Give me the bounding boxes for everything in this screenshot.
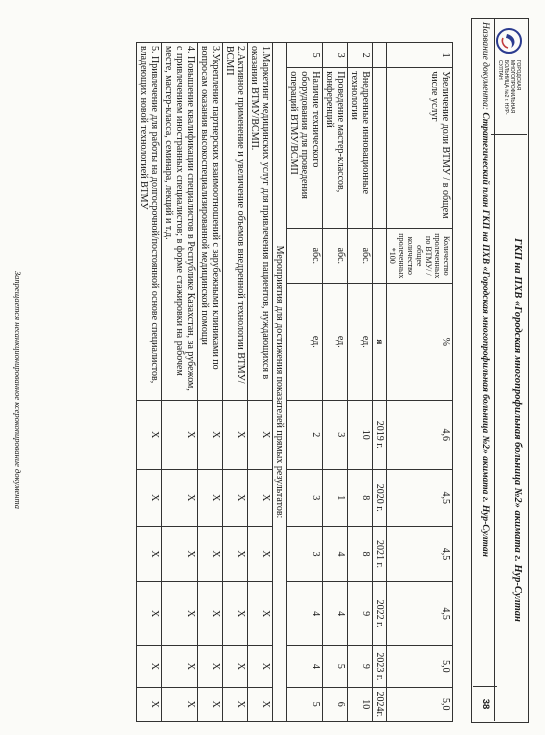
measure-row-5 (137, 43, 162, 722)
indicator-name: Внедренные инновационные технологии (348, 68, 373, 229)
indicators-table (136, 42, 453, 722)
measure-text: 3.Укрепление партнерских взаимоотношений с зарубежными клиниками по вопросам оказания высокоспециализированной медицинской помощи (198, 43, 223, 401)
mark-2019: X (223, 400, 248, 469)
mark-2022: X (198, 582, 223, 646)
unit-description: абс. (323, 228, 348, 283)
value-2023: 4 (287, 646, 323, 687)
year-2019: 2019 г. (373, 400, 387, 469)
measure-row-3 (198, 43, 223, 722)
year-2021: 2021 г. (373, 526, 387, 581)
row-number: 2 (348, 43, 373, 68)
organization-title: ГКП на ПХВ «Городская многопрофильная больница №2» акимата г. Нур-Султан (512, 238, 523, 622)
mark-2021: X (137, 526, 162, 581)
mark-2022: X (223, 582, 248, 646)
value-2019: 4,6 (387, 400, 453, 469)
logo-caption: ГОРОДСКАЯ МНОГОПРОФИЛЬНАЯ БОЛЬНИЦА №2 г. НУР-СУЛТАН (497, 60, 521, 115)
value-2021: 4,5 (387, 526, 453, 581)
table-row-3 (323, 43, 348, 722)
mark-2020: X (198, 469, 223, 526)
mark-2024: X (162, 687, 198, 721)
mark-2024: X (137, 687, 162, 721)
unit-description: абс. (287, 228, 323, 283)
mark-2024: X (248, 687, 273, 721)
year-2020: 2020 г. (373, 469, 387, 526)
mark-2019: X (198, 400, 223, 469)
mark-2020: X (137, 469, 162, 526)
mark-2023: X (223, 646, 248, 687)
value-2019: 3 (323, 400, 348, 469)
hospital-emblem-icon (495, 26, 523, 56)
value-2020: 1 (323, 469, 348, 526)
value-2019: 10 (348, 400, 373, 469)
measure-row-4 (162, 43, 198, 722)
mark-2024: X (198, 687, 223, 721)
mark-2022: X (248, 582, 273, 646)
mark-2021: X (198, 526, 223, 581)
mark-2019: X (162, 400, 198, 469)
year-2022: 2022 г. (373, 582, 387, 646)
mark-2020: X (162, 469, 198, 526)
measure-row-2 (223, 43, 248, 722)
indicator-name: Проведение мастер-классов, конференций (323, 68, 348, 229)
value-2020: 3 (287, 469, 323, 526)
value-2023: 5,0 (387, 646, 453, 687)
value-2019: 2 (287, 400, 323, 469)
document-name-label: Название документа: (480, 22, 490, 111)
mark-2019: X (137, 400, 162, 469)
mark-2023: X (162, 646, 198, 687)
mark-2020: X (248, 469, 273, 526)
table-row-5 (287, 43, 323, 722)
unit: ед. (287, 283, 323, 400)
document-name-line (480, 22, 490, 682)
value-2022: 4,5 (387, 582, 453, 646)
year-2024: 2024г. (373, 687, 387, 721)
value-2023: 5 (323, 646, 348, 687)
indicator-name: Увеличение доли ВТМУ / в общем числе услуг (387, 68, 453, 229)
value-2024: 10 (348, 687, 373, 721)
unit-description: Количество пролеченных по ВТМУ/ /общее количество пролеченных *100 (387, 228, 453, 283)
measure-text: 4. Повышение квалификации специалистов в Республике Казахстан, за рубежом, с привлечением иностранных специалистов; в форме стажировки на рабочем месте, мастер-класса, семинара, лекций и т.д. (162, 43, 198, 401)
footer-notice: Запрещается несанкционированное ксерокопирование документа (13, 270, 23, 510)
mark-2021: X (248, 526, 273, 581)
measure-text: 1.Маркетинг медицинских услуг для привлечения пациентов, нуждающихся в оказании ВТМУ/ВСМП. (248, 43, 273, 401)
mark-2020: X (223, 469, 248, 526)
value-2021: 4 (323, 526, 348, 581)
value-2021: 3 (287, 526, 323, 581)
indicator-name: Наличие технического оборудования для проведения операций ВТМУ/ВСМП (287, 68, 323, 229)
measure-text: 5. Привлечение для работы на долгосрочной/постоянной основе специалистов, владеющих новой технологией ВТМУ (137, 43, 162, 401)
value-2022: 4 (323, 582, 348, 646)
measures-title: Мероприятия для достижения показателей прямых результатов: (273, 43, 287, 722)
table-row-1 (387, 43, 453, 722)
row-number: 5 (287, 43, 323, 68)
value-2024: 6 (323, 687, 348, 721)
value-2024: 5 (287, 687, 323, 721)
value-2020: 8 (348, 469, 373, 526)
mark-2021: X (223, 526, 248, 581)
row-number: 1 (387, 43, 453, 68)
mark-2022: X (137, 582, 162, 646)
mark-2023: X (198, 646, 223, 687)
measures-title-row (273, 43, 287, 722)
row-number: 3 (323, 43, 348, 68)
page-number: 38 (473, 686, 497, 721)
mark-2022: X (162, 582, 198, 646)
year-2023: 2023 г. (373, 646, 387, 687)
unit: ед. (348, 283, 373, 400)
mark-2024: X (223, 687, 248, 721)
measure-row-1 (248, 43, 273, 722)
table-header-years: я 2019 г. 2020 г. 2021 г. 2022 г. 2023 г. 2024г. (373, 43, 387, 722)
mark-2019: X (248, 400, 273, 469)
measure-text: 2.Активное применение и увеличение объемов внедренной технологии ВТМУ/ВСМП (223, 43, 248, 401)
value-2022: 4 (287, 582, 323, 646)
mark-2021: X (162, 526, 198, 581)
value-2021: 8 (348, 526, 373, 581)
value-2020: 4,5 (387, 469, 453, 526)
unit: ед. (323, 283, 348, 400)
value-2023: 9 (348, 646, 373, 687)
mark-2023: X (137, 646, 162, 687)
document-name-value: Стратегический план ГКП на ПХВ «Городская многопрофильная больница №2» акимата г. Нур-Султан (480, 112, 490, 557)
value-2022: 9 (348, 582, 373, 646)
mark-2023: X (248, 646, 273, 687)
hospital-logo (491, 22, 527, 135)
value-2024: 5,0 (387, 687, 453, 721)
table-row-2 (348, 43, 373, 722)
unit-description: абс. (348, 228, 373, 283)
unit: % (387, 283, 453, 400)
